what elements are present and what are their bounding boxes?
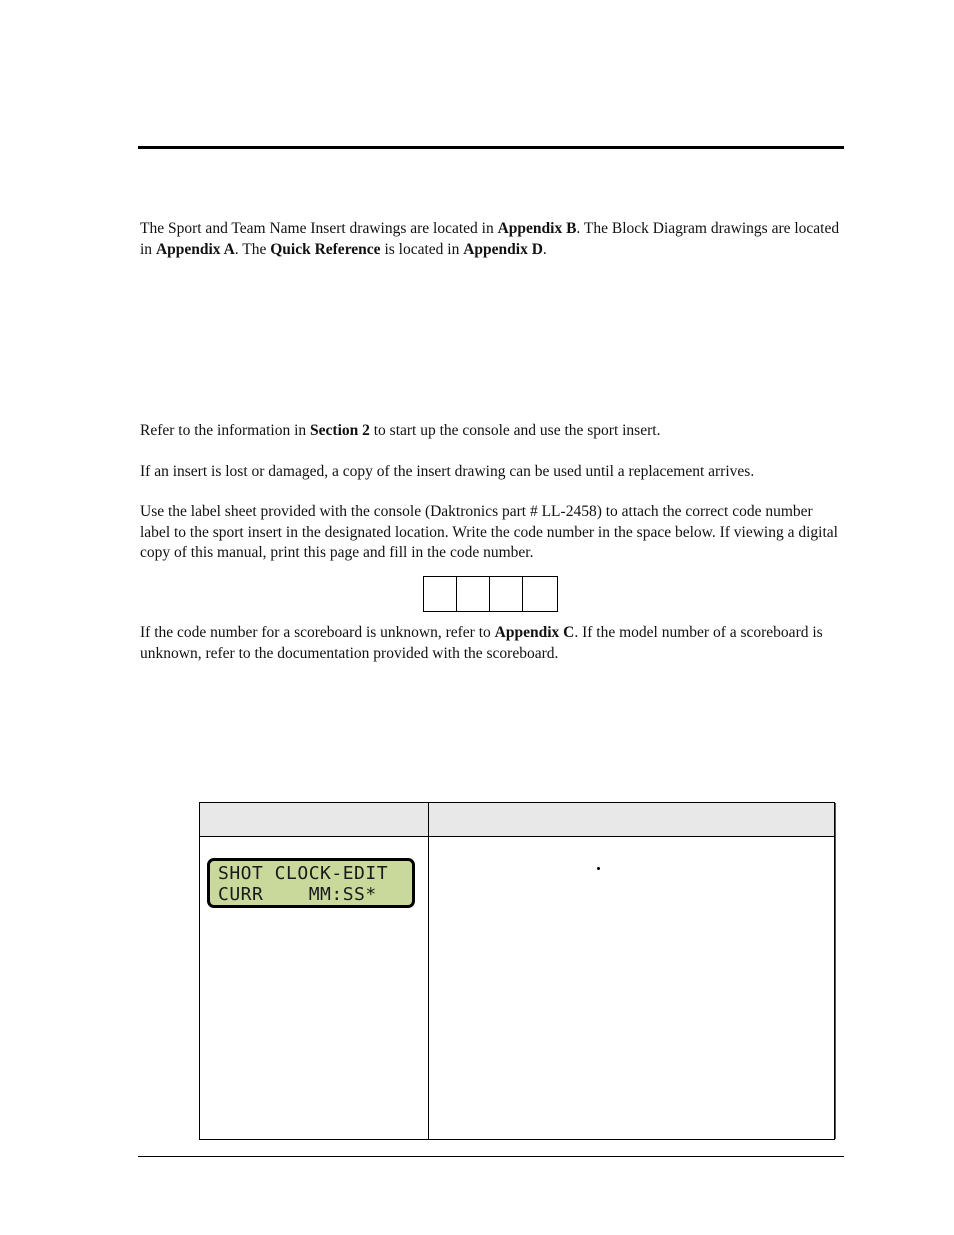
quick-reference-ref: Quick Reference (270, 240, 381, 258)
lcd-instruction-table (199, 802, 835, 1140)
intro-text: . The (234, 240, 271, 258)
code-digit-box (490, 577, 523, 611)
code-digit-box (424, 577, 457, 611)
code-number-boxes (423, 576, 558, 612)
appendix-c-ref: Appendix C (494, 624, 575, 641)
table-border-shadow (835, 803, 836, 1139)
label-sheet-paragraph: Use the label sheet provided with the console (Daktronics part # LL-2458) to attach the correct code number label to the sport insert in the designated location. Write the code number in the space below. If viewing a digital copy of this manual, print this page and fill in the code number. (140, 503, 838, 561)
stray-dot (597, 867, 600, 870)
section-2-ref: Section 2 (310, 422, 370, 439)
intro-text: is located in (380, 240, 464, 258)
footer-rule (138, 1156, 844, 1157)
intro-paragraph (140, 219, 844, 260)
lcd-line-2: CURR MM:SS* (218, 884, 377, 905)
lcd-line-1: SHOT CLOCK-EDIT (218, 863, 389, 884)
startup-text: Refer to the information in (140, 422, 311, 439)
appendix-d-ref: Appendix D (463, 240, 543, 258)
unknown-code-paragraph (140, 623, 844, 664)
lost-insert-paragraph: If an insert is lost or damaged, a copy of the insert drawing can be used until a replacement arrives. (140, 463, 755, 480)
code-digit-box (523, 577, 557, 611)
table-column-divider (428, 803, 429, 1139)
unknown-code-text: . If the model number of a scoreboard is unknown, refer to the documentation provided with the scoreboard. (140, 624, 823, 662)
intro-text: The Sport and Team Name Insert drawings are located in (140, 220, 498, 237)
startup-text: to start up the console and use the sport insert. (369, 422, 661, 439)
appendix-b-ref: Appendix B (497, 220, 577, 237)
table-header-row (200, 803, 834, 837)
appendix-a-ref: Appendix A (155, 240, 235, 258)
startup-paragraph (140, 421, 844, 442)
intro-text: . The Block Diagram drawings are located in (140, 220, 840, 258)
unknown-code-text: If the code number for a scoreboard is unknown, refer to (140, 624, 495, 641)
lcd-display (207, 858, 415, 908)
header-rule (138, 146, 844, 149)
code-digit-box (457, 577, 490, 611)
intro-text: . (542, 240, 547, 258)
